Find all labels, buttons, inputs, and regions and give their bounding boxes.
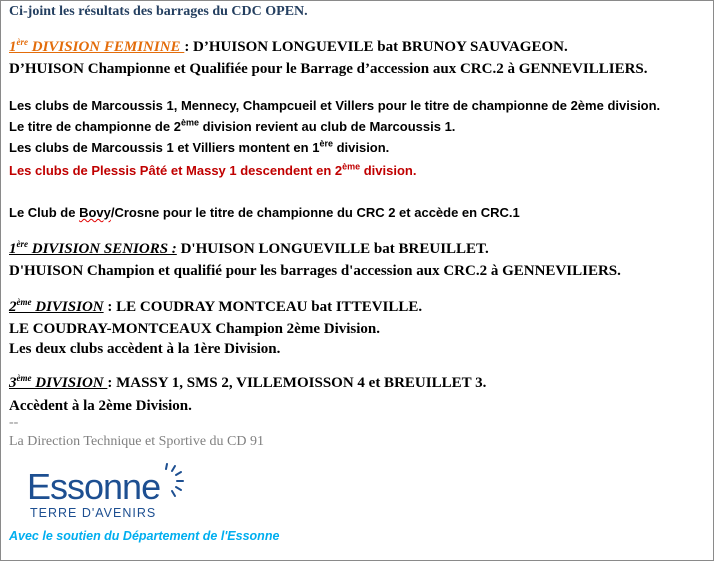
div2-champion: LE COUDRAY-MONTCEAUX Champion 2ème Division. [9, 321, 381, 337]
clubs-line-5: Le Club de Bovy/Crosne pour le titre de championne du CRC 2 et accède en CRC.1 [9, 205, 520, 220]
seniors-division-label: 1ère DIVISION SENIORS : [9, 239, 177, 257]
intro-text: Ci-joint les résultats des barrages du CDC OPEN. [9, 4, 308, 19]
support-footer: Avec le soutien du Département de l'Essonne [9, 529, 280, 543]
clubs-line-1: Les clubs de Marcoussis 1, Mennecy, Champcueil et Villers pour le titre de championne de 2ème division. [9, 98, 661, 113]
feminine-result-line [9, 39, 568, 56]
signature-text: La Direction Technique et Sportive du CD 91 [9, 434, 264, 449]
signature-dash: -- [9, 415, 19, 430]
logo-tagline: TERRE D'AVENIRS [30, 506, 157, 520]
feminine-division-label: 1ère DIVISION FEMININE [9, 37, 185, 55]
div3-result: : MASSY 1, SMS 2, VILLEMOISSON 4 et BREUILLET 3. [107, 375, 487, 391]
essonne-logo [27, 463, 197, 525]
logo-wordmark: Essonne [27, 466, 161, 507]
div2-division-label: 2ème DIVISION [9, 297, 104, 315]
clubs-line-4-relegation: Les clubs de Plessis Pâté et Massy 1 descendent en 2ème division. [9, 161, 417, 178]
clubs-line-3: Les clubs de Marcoussis 1 et Villiers montent en 1ère division. [9, 138, 390, 155]
feminine-result: : D’HUISON LONGUEVILE bat BRUNOY SAUVAGEON. [184, 39, 568, 55]
seniors-champion: D'HUISON Champion et qualifié pour les barrages d'accession aux CRC.2 à GENNEVILIERS. [9, 263, 621, 279]
div3-result-line [9, 375, 486, 392]
feminine-champion: D’HUISON Championne et Qualifiée pour le Barrage d’accession aux CRC.2 à GENNEVILLIERS. [9, 61, 648, 77]
clubs-line-2: Le titre de championne de 2ème division revient au club de Marcoussis 1. [9, 117, 456, 134]
seniors-result: D'HUISON LONGUEVILLE bat BREUILLET. [176, 241, 489, 257]
seniors-result-line [9, 241, 489, 258]
div2-result-line [9, 299, 422, 316]
essonne-logo-graphic [27, 463, 197, 525]
div2-access: Les deux clubs accèdent à la 1ère Division. [9, 341, 281, 357]
sun-rays-icon [166, 464, 183, 496]
div3-access: Accèdent à la 2ème Division. [9, 398, 192, 414]
div3-division-label: 3ème DIVISION [9, 373, 108, 391]
div2-result: : LE COUDRAY MONTCEAU bat ITTEVILLE. [103, 299, 423, 315]
